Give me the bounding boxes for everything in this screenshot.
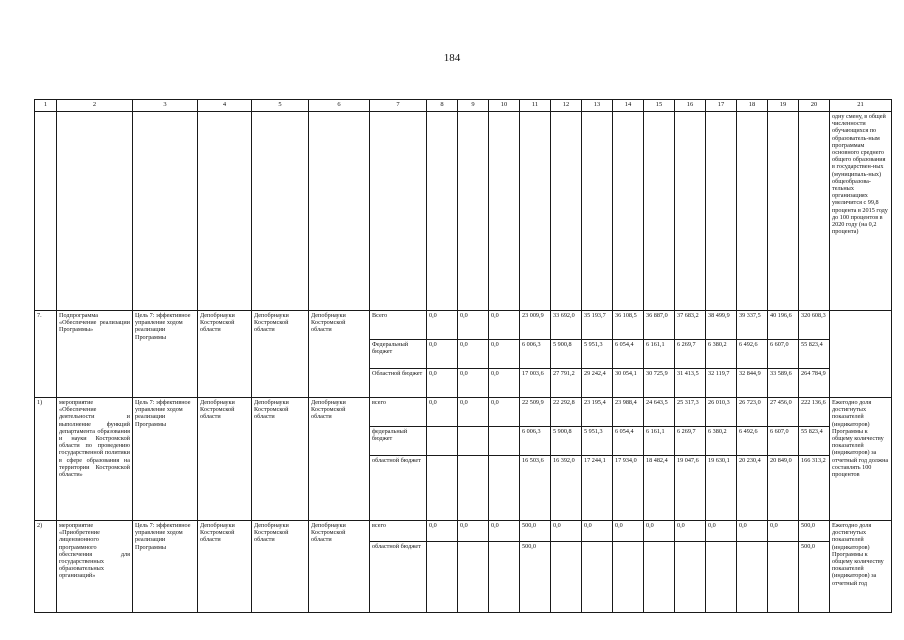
item-name: Подпрограмма «Обеспечение реализации Программы» [57, 311, 133, 398]
empty-cell [427, 112, 458, 311]
value-cell: 40 196,6 [768, 311, 799, 340]
value-cell: 33 692,0 [551, 311, 582, 340]
value-cell: 0,0 [427, 398, 458, 427]
indicator-cell [830, 311, 892, 398]
value-cell: 6 054,4 [613, 340, 644, 369]
funding-source: Областной бюджет [370, 369, 427, 398]
column-header: 10 [489, 100, 520, 112]
value-cell: 0,0 [489, 398, 520, 427]
value-cell: 24 643,5 [644, 398, 675, 427]
empty-cell [198, 112, 252, 311]
value-cell: 166 313,2 [799, 456, 830, 521]
value-cell: 0,0 [489, 340, 520, 369]
value-cell: 30 054,1 [613, 369, 644, 398]
empty-cell [551, 112, 582, 311]
value-cell: 500,0 [520, 521, 551, 542]
value-cell: 6 380,2 [706, 427, 737, 456]
co-executor: Депобрнауки Костромской области [252, 521, 309, 613]
participant: Депобрнауки Костромской области [309, 311, 370, 398]
empty-cell [706, 112, 737, 311]
value-cell: 32 119,7 [706, 369, 737, 398]
funding-source: Федеральный бюджет [370, 340, 427, 369]
column-header: 1 [35, 100, 57, 112]
value-cell: 6 006,3 [520, 340, 551, 369]
column-header: 19 [768, 100, 799, 112]
value-cell: 0,0 [427, 521, 458, 542]
value-cell: 0,0 [489, 369, 520, 398]
value-cell: 0,0 [458, 369, 489, 398]
value-cell: 17 003,6 [520, 369, 551, 398]
row1-row [35, 398, 892, 427]
responsible-executor: Депобрнауки Костромской области [198, 311, 252, 398]
item-number: 2) [35, 521, 57, 613]
value-cell: 6 269,7 [675, 340, 706, 369]
item-goal: Цель 7: эффективное управление ходом реализации Программы [133, 521, 198, 613]
column-header: 2 [57, 100, 133, 112]
value-cell: 5 951,3 [582, 427, 613, 456]
value-cell: 0,0 [458, 311, 489, 340]
value-cell: 27 456,0 [768, 398, 799, 427]
row2-row [35, 521, 892, 542]
participant: Депобрнауки Костромской области [309, 398, 370, 521]
value-cell: 20 849,0 [768, 456, 799, 521]
value-cell: 0,0 [427, 311, 458, 340]
empty-cell [644, 112, 675, 311]
empty-cell [309, 112, 370, 311]
value-cell: 26 010,3 [706, 398, 737, 427]
value-cell: 36 108,5 [613, 311, 644, 340]
value-cell: 38 499,9 [706, 311, 737, 340]
empty-cell [35, 112, 57, 311]
value-cell [644, 542, 675, 613]
value-cell: 0,0 [458, 398, 489, 427]
value-cell: 18 482,4 [644, 456, 675, 521]
empty-cell [57, 112, 133, 311]
value-cell: 17 934,0 [613, 456, 644, 521]
column-header: 11 [520, 100, 551, 112]
value-cell: 22 509,9 [520, 398, 551, 427]
value-cell: 6 492,6 [737, 340, 768, 369]
value-cell: 500,0 [799, 542, 830, 613]
funding-source: всего [370, 398, 427, 427]
value-cell [737, 542, 768, 613]
value-cell: 320 608,3 [799, 311, 830, 340]
value-cell: 0,0 [489, 521, 520, 542]
value-cell: 0,0 [427, 369, 458, 398]
column-header: 12 [551, 100, 582, 112]
value-cell: 27 791,2 [551, 369, 582, 398]
value-cell [489, 456, 520, 521]
column-header: 18 [737, 100, 768, 112]
value-cell [458, 456, 489, 521]
participant: Депобрнауки Костромской области [309, 521, 370, 613]
column-header: 20 [799, 100, 830, 112]
value-cell [427, 427, 458, 456]
value-cell: 19 047,6 [675, 456, 706, 521]
value-cell [458, 542, 489, 613]
value-cell: 0,0 [737, 521, 768, 542]
indicator-cell: Ежегодно доля достигнутых показателей (индикаторов) Программы к общему количеству показателей (индикаторов) за отчетный год [830, 521, 892, 613]
empty-cell [133, 112, 198, 311]
value-cell [675, 542, 706, 613]
value-cell: 17 244,1 [582, 456, 613, 521]
value-cell: 500,0 [799, 521, 830, 542]
value-cell: 22 292,8 [551, 398, 582, 427]
item-goal: Цель 7: эффективное управление ходом реализации Программы [133, 398, 198, 521]
value-cell: 23 988,4 [613, 398, 644, 427]
section7-row [35, 311, 892, 340]
value-cell: 0,0 [706, 521, 737, 542]
value-cell: 6 607,0 [768, 427, 799, 456]
value-cell: 0,0 [489, 311, 520, 340]
value-cell: 55 823,4 [799, 427, 830, 456]
column-header: 13 [582, 100, 613, 112]
value-cell [427, 542, 458, 613]
value-cell: 26 723,0 [737, 398, 768, 427]
value-cell [458, 427, 489, 456]
value-cell [551, 542, 582, 613]
empty-cell [613, 112, 644, 311]
value-cell: 39 337,5 [737, 311, 768, 340]
value-cell [613, 542, 644, 613]
value-cell: 16 503,6 [520, 456, 551, 521]
column-header: 15 [644, 100, 675, 112]
indicator-cell: Ежегодно доля достигнутых показателей (индикаторов) Программы к общему количеству показателей (индикаторов) за отчетный год должна составлять 100 процентов [830, 398, 892, 521]
value-cell [427, 456, 458, 521]
value-cell: 0,0 [458, 521, 489, 542]
funding-source: областной бюджет [370, 456, 427, 521]
item-number: 7. [35, 311, 57, 398]
indicator-cell: одну смену, в общей численности обучающихся по образователь-ным программам основного среднего общего образования в государствен-ных (муниципаль-ных) общеобразова-тельных организациях увеличится с 99,8 процента в 2015 году до 100 процентов в 2020 году (на 0,2 процента) [830, 112, 892, 311]
empty-cell [458, 112, 489, 311]
value-cell: 6 161,1 [644, 427, 675, 456]
page-number: 184 [443, 52, 461, 64]
empty-cell [252, 112, 309, 311]
value-cell: 23 009,9 [520, 311, 551, 340]
value-cell [489, 427, 520, 456]
column-header: 6 [309, 100, 370, 112]
column-header: 21 [830, 100, 892, 112]
value-cell: 25 317,3 [675, 398, 706, 427]
value-cell [768, 542, 799, 613]
column-header: 16 [675, 100, 706, 112]
value-cell: 20 230,4 [737, 456, 768, 521]
column-header: 3 [133, 100, 198, 112]
value-cell: 30 725,9 [644, 369, 675, 398]
item-number: 1) [35, 398, 57, 521]
value-cell: 5 900,8 [551, 340, 582, 369]
value-cell: 264 784,9 [799, 369, 830, 398]
value-cell: 5 951,3 [582, 340, 613, 369]
value-cell [489, 542, 520, 613]
co-executor: Депобрнауки Костромской области [252, 311, 309, 398]
value-cell [706, 542, 737, 613]
value-cell: 19 630,1 [706, 456, 737, 521]
value-cell: 0,0 [644, 521, 675, 542]
value-cell: 6 006,3 [520, 427, 551, 456]
empty-cell [370, 112, 427, 311]
empty-cell [799, 112, 830, 311]
column-header: 9 [458, 100, 489, 112]
header-row [35, 100, 892, 112]
value-cell: 31 413,5 [675, 369, 706, 398]
empty-cell [768, 112, 799, 311]
value-cell: 0,0 [675, 521, 706, 542]
value-cell: 5 900,8 [551, 427, 582, 456]
item-goal: Цель 7: эффективное управление ходом реализации Программы [133, 311, 198, 398]
value-cell: 35 193,7 [582, 311, 613, 340]
funding-source: всего [370, 521, 427, 542]
continuation-row [35, 112, 892, 311]
value-cell: 23 195,4 [582, 398, 613, 427]
column-header: 4 [198, 100, 252, 112]
co-executor: Депобрнауки Костромской области [252, 398, 309, 521]
column-header: 17 [706, 100, 737, 112]
column-header: 7 [370, 100, 427, 112]
empty-cell [675, 112, 706, 311]
value-cell: 0,0 [427, 340, 458, 369]
item-name: мероприятие «Приобретение лицензионного программного обеспечения для государственных образовательных организаций» [57, 521, 133, 613]
value-cell: 0,0 [768, 521, 799, 542]
value-cell: 0,0 [613, 521, 644, 542]
empty-cell [737, 112, 768, 311]
value-cell: 6 492,6 [737, 427, 768, 456]
column-header: 5 [252, 100, 309, 112]
value-cell: 0,0 [582, 521, 613, 542]
responsible-executor: Депобрнауки Костромской области [198, 521, 252, 613]
value-cell: 6 161,1 [644, 340, 675, 369]
funding-source: Всего [370, 311, 427, 340]
responsible-executor: Депобрнауки Костромской области [198, 398, 252, 521]
value-cell: 32 844,9 [737, 369, 768, 398]
value-cell: 222 136,6 [799, 398, 830, 427]
value-cell: 6 380,2 [706, 340, 737, 369]
budget-table [34, 99, 892, 613]
value-cell: 29 242,4 [582, 369, 613, 398]
value-cell: 6 269,7 [675, 427, 706, 456]
empty-cell [520, 112, 551, 311]
value-cell: 6 607,0 [768, 340, 799, 369]
value-cell: 0,0 [458, 340, 489, 369]
table-body [35, 100, 892, 613]
empty-cell [582, 112, 613, 311]
funding-source: областной бюджет [370, 542, 427, 613]
value-cell [582, 542, 613, 613]
value-cell: 37 683,2 [675, 311, 706, 340]
funding-source: федеральный бюджет [370, 427, 427, 456]
value-cell: 500,0 [520, 542, 551, 613]
value-cell: 16 392,0 [551, 456, 582, 521]
value-cell: 6 054,4 [613, 427, 644, 456]
column-header: 8 [427, 100, 458, 112]
value-cell: 36 887,0 [644, 311, 675, 340]
value-cell: 0,0 [551, 521, 582, 542]
empty-cell [489, 112, 520, 311]
value-cell: 55 823,4 [799, 340, 830, 369]
item-name: мероприятие «Обеспечение деятельности и выполнение функций департамента образования и науки Костромской области по проведению государственной политики в сфере образования на территории Костромской области» [57, 398, 133, 521]
column-header: 14 [613, 100, 644, 112]
value-cell: 33 589,6 [768, 369, 799, 398]
